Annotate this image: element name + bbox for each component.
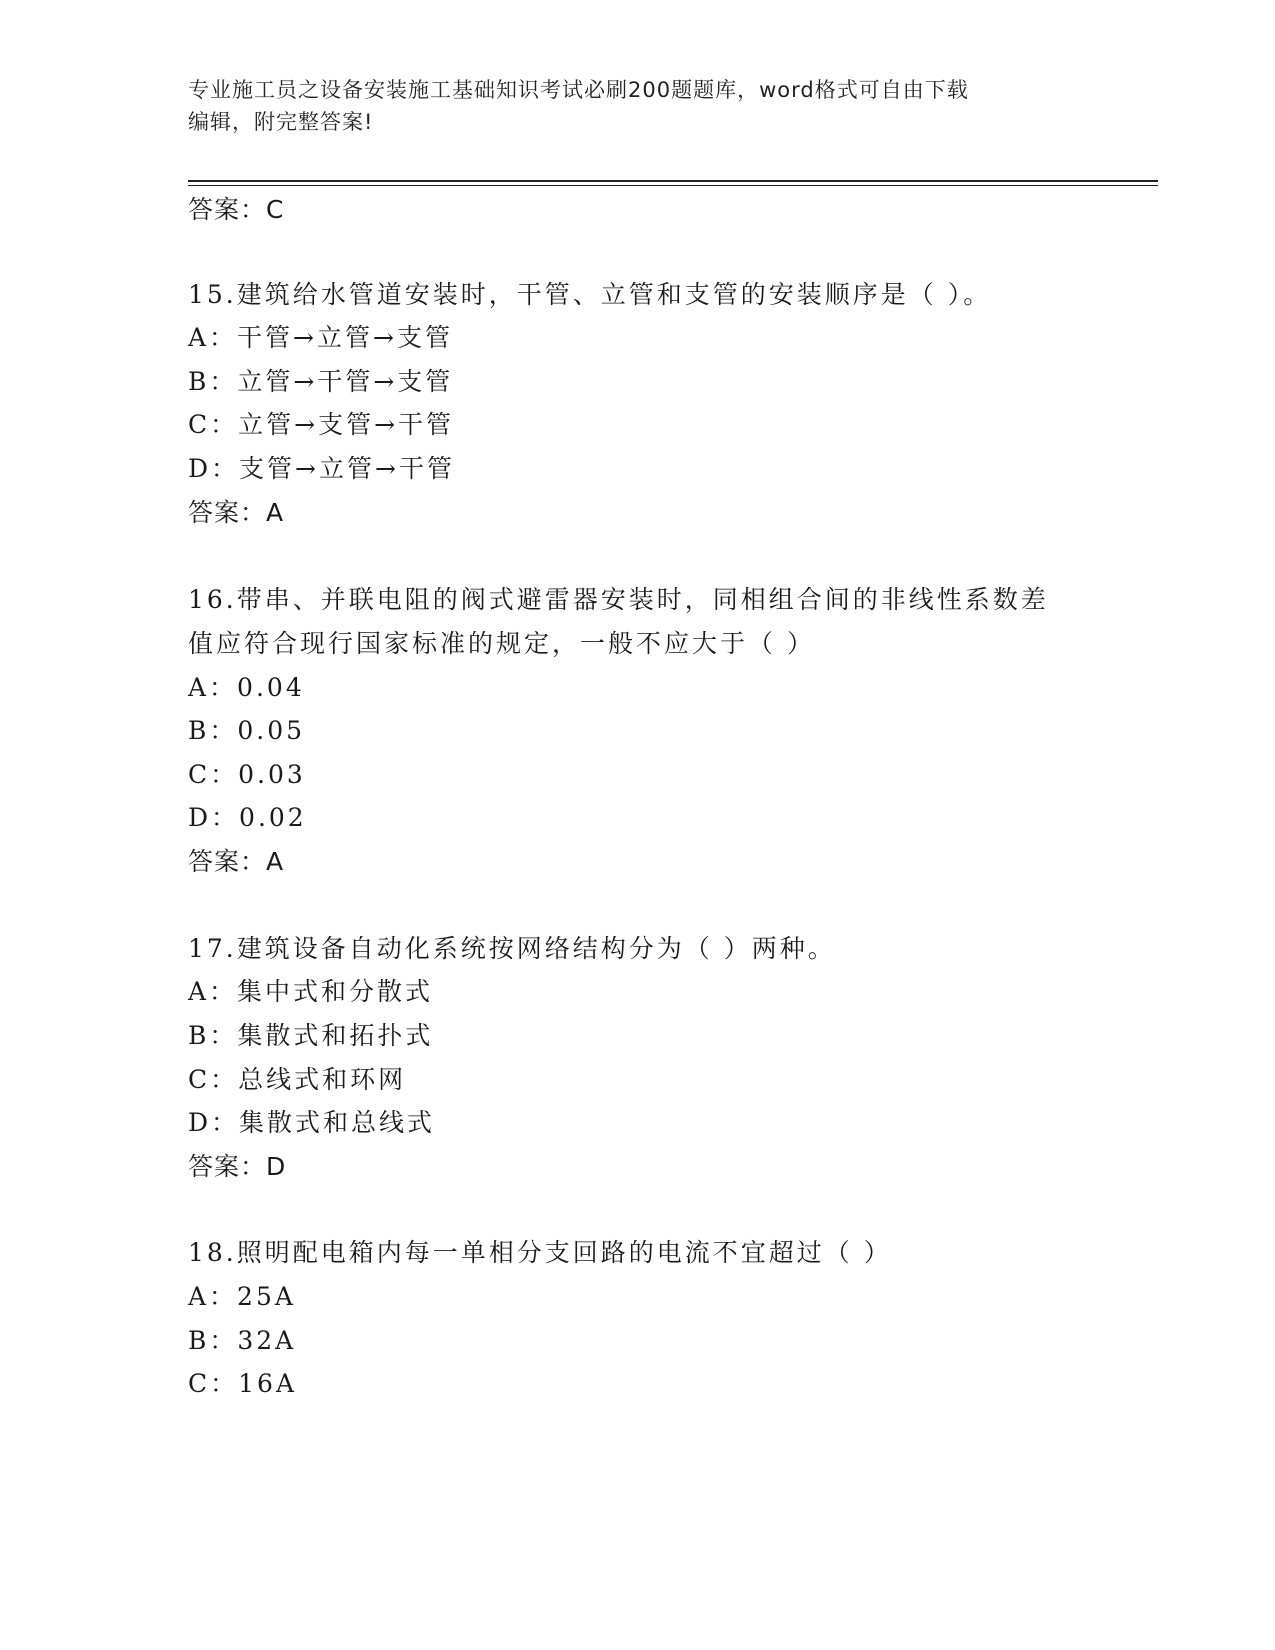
question-17-answer: 答案：D xyxy=(188,1152,287,1181)
page-header xyxy=(188,74,1068,138)
header-divider-thick xyxy=(188,180,1158,182)
question-18-option-c: C：16A xyxy=(188,1369,297,1398)
question-18-option-a: A：25A xyxy=(188,1282,296,1311)
question-17-option-c: C：总线式和环网 xyxy=(188,1065,407,1094)
question-18-option-b: B：32A xyxy=(188,1326,297,1355)
question-15-option-a: A：干管→立管→支管 xyxy=(188,323,453,352)
question-15-option-d: D：支管→立管→干管 xyxy=(188,454,455,483)
question-17-option-d: D：集散式和总线式 xyxy=(188,1108,436,1137)
question-17-option-b: B：集散式和拓扑式 xyxy=(188,1021,434,1050)
question-17-option-a: A：集中式和分散式 xyxy=(188,977,434,1006)
question-16-option-c: C：0.03 xyxy=(188,760,306,789)
question-16-stem-line-1: 16.带串、并联电阻的阀式避雷器安装时，同相组合间的非线性系数差 xyxy=(188,585,1049,614)
question-15-answer: 答案：A xyxy=(188,498,285,527)
header-title-line-1: 专业施工员之设备安装施工基础知识考试必刷200题题库，word格式可自由下载 xyxy=(188,78,969,102)
question-16-stem-line-2: 值应符合现行国家标准的规定，一般不应大于（ ） xyxy=(188,629,815,658)
answer-14: 答案：C xyxy=(188,195,285,224)
question-17-stem: 17.建筑设备自动化系统按网络结构分为（ ）两种。 xyxy=(188,934,836,963)
header-title-line-2: 编辑，附完整答案! xyxy=(188,110,374,134)
question-18-stem: 18.照明配电箱内每一单相分支回路的电流不宜超过（ ） xyxy=(188,1238,892,1267)
question-15-option-c: C：立管→支管→干管 xyxy=(188,410,455,439)
question-16-option-a: A：0.04 xyxy=(188,673,305,702)
header-divider-thin xyxy=(188,185,1158,186)
question-16-answer: 答案：A xyxy=(188,847,285,876)
question-16-option-d: D：0.02 xyxy=(188,803,307,832)
question-15-stem: 15.建筑给水管道安装时，干管、立管和支管的安装顺序是（ ）。 xyxy=(188,280,992,309)
question-15-option-b: B：立管→干管→支管 xyxy=(188,367,454,396)
question-16-option-b: B：0.05 xyxy=(188,716,306,745)
